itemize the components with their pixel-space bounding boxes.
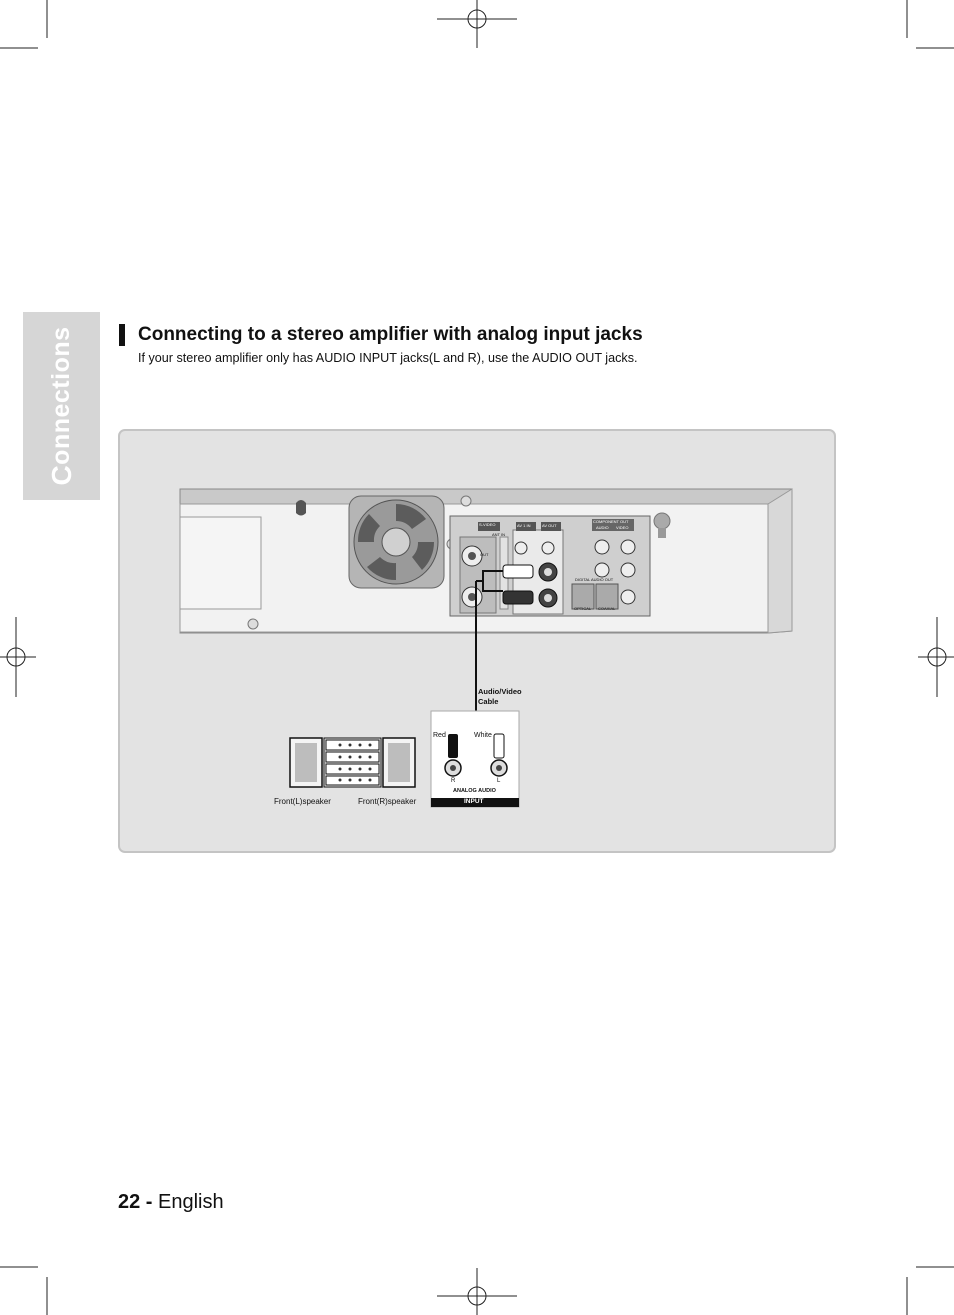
page-footer	[118, 1191, 224, 1214]
cable-label-line2: Cable	[478, 697, 499, 706]
panel-digital-audio-label: DIGITAL AUDIO OUT	[575, 577, 614, 582]
section-title: Connecting to a stereo amplifier with analog input jacks	[138, 324, 643, 345]
side-tab-label	[23, 312, 100, 500]
jack-l-label: L	[497, 778, 501, 784]
right-speaker-label: Front(R)speaker	[358, 797, 417, 806]
plug-red-label: Red	[433, 732, 446, 739]
panel-svideo-label: S-VIDEO	[479, 522, 496, 527]
side-tab-connections	[23, 312, 100, 500]
footer-language: English	[158, 1191, 224, 1213]
section-description: If your stereo amplifier only has AUDIO INPUT jacks(L and R), use the AUDIO OUT jacks.	[138, 351, 638, 365]
plug-white-label: White	[474, 732, 492, 739]
input-label: INPUT	[464, 798, 484, 805]
cable-label-line1: Audio/Video	[478, 687, 522, 696]
panel-av1-in-label: AV 1 IN	[517, 523, 531, 528]
panel-component-label: COMPONENT OUT	[593, 519, 629, 524]
page-number: 22 -	[118, 1191, 153, 1213]
stereo-amplifier-system	[290, 738, 415, 787]
side-tab-label-rest: onnections	[47, 326, 75, 465]
left-speaker-label: Front(L)speaker	[274, 797, 331, 806]
cooling-fan	[349, 496, 457, 588]
side-tab-label-first: C	[45, 464, 77, 486]
panel-audio-label: AUDIO	[596, 525, 609, 530]
panel-antenna-label: ANT IN	[492, 532, 506, 537]
jack-r-label: R	[451, 778, 456, 784]
panel-optical-label: OPTICAL	[574, 606, 592, 611]
section-marker-bar	[119, 324, 125, 346]
panel-video-label: VIDEO	[616, 525, 629, 530]
panel-out-label: OUT	[480, 552, 489, 557]
connection-diagram	[118, 429, 836, 853]
rear-jack-panel	[450, 513, 670, 616]
panel-av-out-label: AV OUT	[542, 523, 557, 528]
panel-coaxial-label: COAXIAL	[598, 606, 616, 611]
analog-audio-label: ANALOG AUDIO	[453, 788, 496, 794]
